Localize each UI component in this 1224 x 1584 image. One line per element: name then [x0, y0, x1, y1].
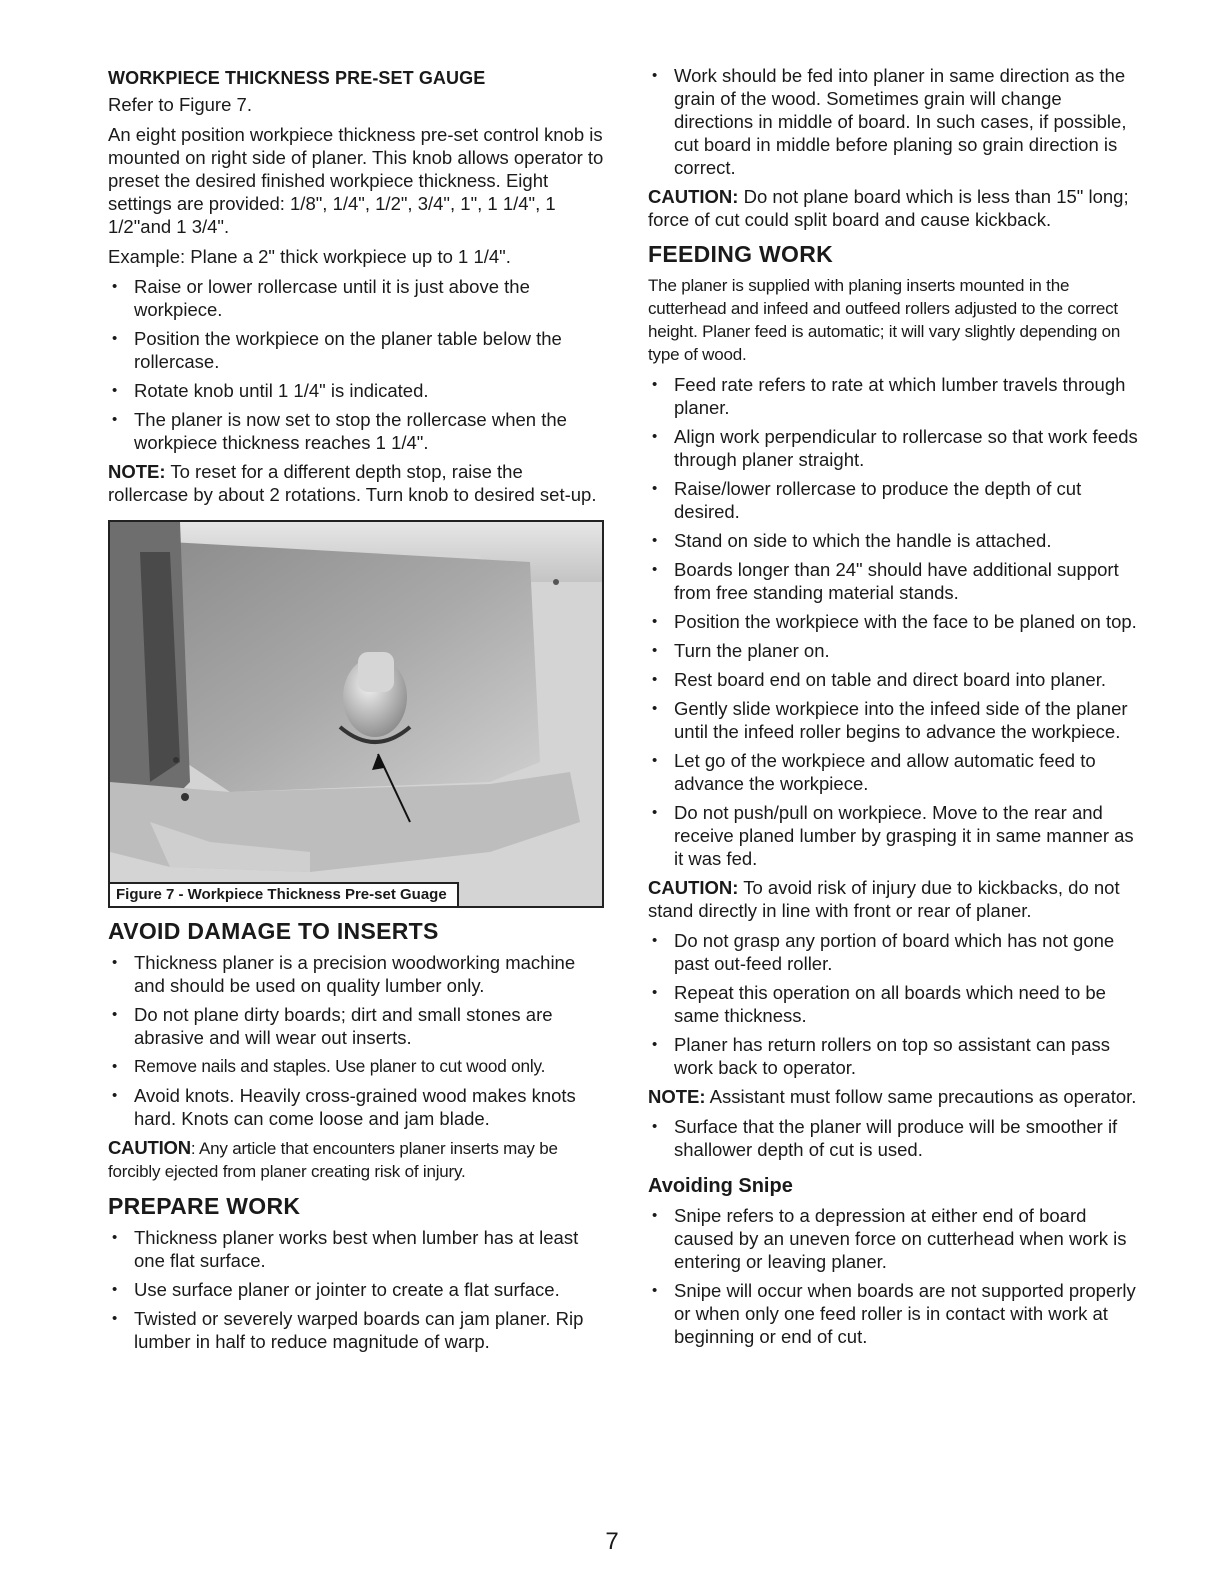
gauge-steps [108, 275, 604, 454]
caution-text: Do not plane board which is less than 15" long; force of cut could split board and cause kickback. [648, 186, 1129, 230]
prepare-work-list [108, 1226, 604, 1353]
list-item: • Twisted or severely warped boards can jam planer. Rip lumber in half to reduce magnitude of warp. [108, 1307, 604, 1353]
avoid-damage-heading: AVOID DAMAGE TO INSERTS [108, 918, 439, 944]
caution-paragraph [648, 876, 1144, 922]
caution-label: CAUTION: [648, 877, 739, 898]
feeding-intro: The planer is supplied with planing inserts mounted in the cutterhead and infeed and outfeed rollers adjusted to the correct height. Planer feed is automatic; it will vary slightly depending on type of wood. [648, 276, 1121, 364]
list-item: • Position the workpiece on the planer table below the rollercase. [108, 327, 604, 373]
caution-text: : Any article that encounters planer inserts may be forcibly ejected from planer creating risk of injury. [108, 1139, 558, 1181]
list-item: • Rotate knob until 1 1/4" is indicated. [108, 379, 604, 402]
gauge-intro: An eight position workpiece thickness pre-set control knob is mounted on right side of planer. This knob allows operator to preset the desired finished workpiece thickness. Eight settings are provided: 1/8", 1/4", 1/2", 3/4", 1", 1 1/4", 1 1/2"and 1 3/4". [108, 124, 604, 237]
note-text: Assistant must follow same precautions as operator. [705, 1086, 1137, 1107]
list-item: • Use surface planer or jointer to create a flat surface. [108, 1278, 604, 1301]
caution-label: CAUTION [108, 1137, 191, 1158]
list-item: • Planer has return rollers on top so assistant can pass work back to operator. [648, 1033, 1144, 1079]
caution-paragraph [108, 1136, 604, 1183]
list-item: • Avoid knots. Heavily cross-grained wood makes knots hard. Knots can come loose and jam blade. [108, 1084, 604, 1130]
avoiding-snipe-heading: Avoiding Snipe [648, 1175, 793, 1197]
list-item: • The planer is now set to stop the rollercase when the workpiece thickness reaches 1 1/4". [108, 408, 604, 454]
planer-photo [110, 522, 602, 906]
list-item: • Snipe will occur when boards are not supported properly or when only one feed roller is in contact with work at beginning or end of cut. [648, 1279, 1144, 1348]
note-paragraph [648, 1085, 1144, 1108]
feeding-list [648, 373, 1144, 870]
list-item: • Work should be fed into planer in same direction as the grain of the wood. Sometimes grain will change directions in middle of board. In such cases, if possible, cut board in middle before planing so grain direction is correct. [648, 64, 1144, 179]
grain-list [648, 64, 1144, 179]
caution-text: To avoid risk of injury due to kickbacks, do not stand directly in line with front or rear of planer. [648, 877, 1120, 921]
list-item: • Stand on side to which the handle is attached. [648, 529, 1144, 552]
list-item: • Feed rate refers to rate at which lumber travels through planer. [648, 373, 1144, 419]
list-item: • Let go of the workpiece and allow automatic feed to advance the workpiece. [648, 749, 1144, 795]
surface-list [648, 1115, 1144, 1161]
list-item: • Do not push/pull on workpiece. Move to the rear and receive planed lumber by grasping it in same manner as it was fed. [648, 801, 1144, 870]
note-paragraph [108, 460, 604, 506]
list-item: • Surface that the planer will produce will be smoother if shallower depth of cut is used. [648, 1115, 1144, 1161]
feeding-work-heading: FEEDING WORK [648, 241, 834, 267]
figure-7 [108, 520, 604, 908]
refer-text: Refer to Figure 7. [108, 94, 252, 115]
list-item: • Raise/lower rollercase to produce the depth of cut desired. [648, 477, 1144, 523]
note-label: NOTE: [108, 461, 166, 482]
list-item: • Align work perpendicular to rollercase so that work feeds through planer straight. [648, 425, 1144, 471]
caution-label: CAUTION: [648, 186, 739, 207]
list-item: • Rest board end on table and direct board into planer. [648, 668, 1144, 691]
list-item: • Thickness planer works best when lumber has at least one flat surface. [108, 1226, 604, 1272]
list-item: • Snipe refers to a depression at either end of board caused by an uneven force on cutterhead when work is entering or leaving planer. [648, 1204, 1144, 1273]
list-item: • Thickness planer is a precision woodworking machine and should be used on quality lumber only. [108, 951, 604, 997]
left-column [108, 64, 604, 1359]
list-item: • Position the workpiece with the face to be planed on top. [648, 610, 1144, 633]
list-item: • Repeat this operation on all boards which need to be same thickness. [648, 981, 1144, 1027]
right-column [648, 64, 1144, 1354]
list-item: • Raise or lower rollercase until it is just above the workpiece. [108, 275, 604, 321]
caution-paragraph [648, 185, 1144, 231]
list-item: • Gently slide workpiece into the infeed side of the planer until the infeed roller begins to advance the workpiece. [648, 697, 1144, 743]
prepare-work-heading: PREPARE WORK [108, 1193, 301, 1219]
list-item: • Boards longer than 24" should have additional support from free standing material stands. [648, 558, 1144, 604]
example-text: Example: Plane a 2" thick workpiece up to 1 1/4". [108, 246, 511, 267]
figure-caption: Figure 7 - Workpiece Thickness Pre-set Guage [110, 882, 459, 906]
list-item: • Remove nails and staples. Use planer to cut wood only. [108, 1055, 604, 1078]
list-item: • Do not plane dirty boards; dirt and small stones are abrasive and will wear out inserts. [108, 1003, 604, 1049]
gauge-heading: WORKPIECE THICKNESS PRE-SET GAUGE [108, 68, 486, 88]
note-text: To reset for a different depth stop, raise the rollercase by about 2 rotations. Turn knob to desired set-up. [108, 461, 597, 505]
list-item: • Do not grasp any portion of board which has not gone past out-feed roller. [648, 929, 1144, 975]
avoid-damage-list [108, 951, 604, 1130]
feeding-list-continued [648, 929, 1144, 1079]
page-number: 7 [605, 1528, 619, 1555]
note-label: NOTE: [648, 1086, 706, 1107]
list-item: • Turn the planer on. [648, 639, 1144, 662]
snipe-list [648, 1204, 1144, 1348]
